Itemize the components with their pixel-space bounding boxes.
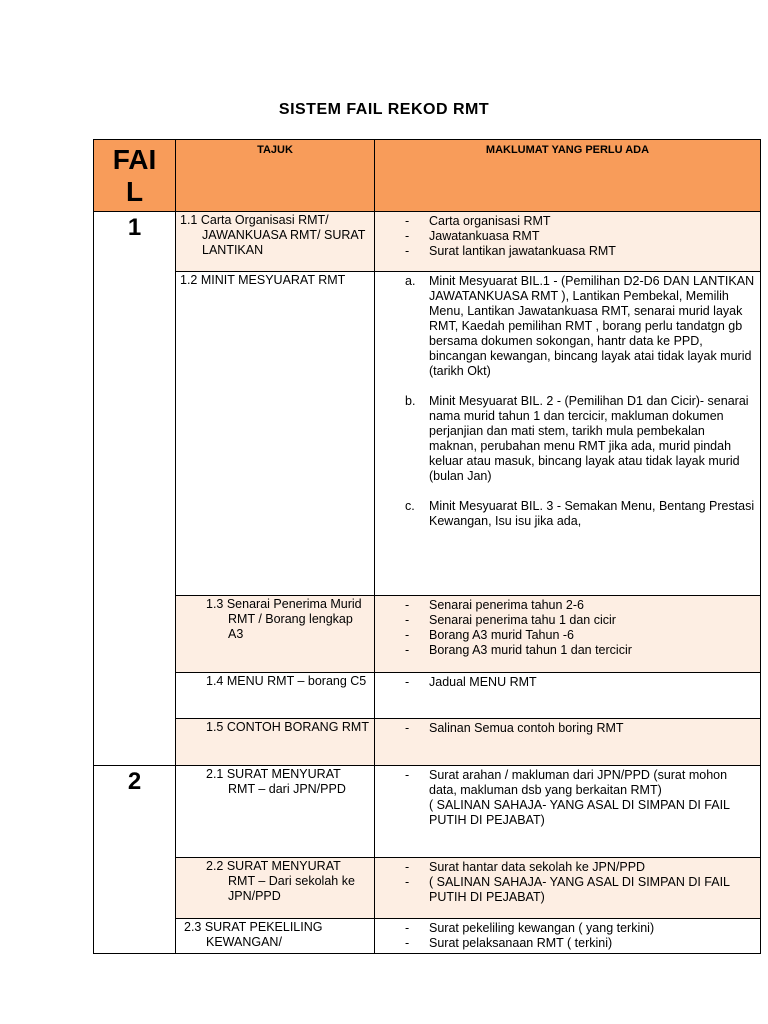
file-record-table [93,139,761,954]
list-label: b. [405,394,416,408]
list-item: - ( SALINAN SAHAJA- YANG ASAL DI SIMPAN DI FAIL PUTIH DI PEJABAT) [379,875,756,905]
list-label: a. [405,274,416,288]
tajuk-text: 2.2 SURAT MENYURAT RMT – Dari sekolah ke JPN/PPD [206,859,355,903]
maklumat-cell [375,673,761,719]
header-fail-line1: FAI [112,144,157,175]
fail-number: 2 [94,766,176,954]
header-tajuk: TAJUK [176,140,375,212]
table-row [94,212,761,272]
maklumat-list [379,598,756,658]
table-row [94,719,761,766]
table-row [94,766,761,858]
list-text: Minit Mesyuarat BIL. 2 - (Pemilihan D1 dan Cicir)- senarai nama murid tahun 1 dan tercicir, makluman dokumen perjanjian dan mati stem, tarikh mula pembekalan maknan, perubahan menu RMT jika ada, murid pindah keluar atau masuk, bincang layak atau tidak layak murid (bulan Jan) [429,394,749,483]
list-item: - Carta organisasi RMT [379,214,756,229]
list-text: Minit Mesyuarat BIL.1 - (Pemilihan D2-D6 DAN LANTIKAN JAWATANKUASA RMT ), Lantikan Pembekal, Memilih Menu, Lantikan Jawatankuasa RMT, senarai murid layak RMT, Kaedah pemilihan RMT , borang perlu tandatgn gb bersama dokumen sokongan, hantr data ke PPD, bincangan kewangan, bincang layak atai tidak layak murid (tarikh Okt) [429,274,755,378]
tajuk-text: 1.4 MENU RMT – borang C5 [206,674,367,688]
page-title: SISTEM FAIL REKOD RMT [278,101,490,118]
maklumat-list [379,721,756,736]
table-row [94,858,761,919]
list-item [379,274,756,379]
maklumat-cell [375,919,761,954]
list-item [379,394,756,484]
tajuk-cell [176,858,375,919]
header-fail-line2: L [125,176,144,207]
list-item [379,499,756,529]
tajuk-cell [176,919,375,954]
tajuk-cell [176,596,375,673]
list-item: - Surat lantikan jawatankuasa RMT [379,244,756,259]
list-item: - Surat hantar data sekolah ke JPN/PPD [379,860,756,875]
table-row [94,673,761,719]
maklumat-list [379,921,756,951]
tajuk-text: 2.1 SURAT MENYURAT RMT – dari JPN/PPD [206,767,346,796]
maklumat-list [379,214,756,259]
table-row [94,596,761,673]
tajuk-text: 1.5 CONTOH BORANG RMT [206,720,369,734]
tajuk-cell [176,719,375,766]
maklumat-cell [375,596,761,673]
list-item: - Senarai penerima tahun 2-6 [379,598,756,613]
table-row [94,272,761,596]
maklumat-cell [375,858,761,919]
maklumat-cell [375,212,761,272]
list-item: - Salinan Semua contoh boring RMT [379,721,756,736]
header-maklumat: MAKLUMAT YANG PERLU ADA [375,140,761,212]
list-item: - Surat pekeliling kewangan ( yang terkini) [379,921,756,936]
maklumat-list [379,675,756,690]
maklumat-cell [375,272,761,596]
list-item: - Senarai penerima tahu 1 dan cicir [379,613,756,628]
fail-number: 1 [94,212,176,766]
tajuk-text: 1.1 Carta Organisasi RMT/ JAWANKUASA RMT/ SURAT LANTIKAN [180,213,366,257]
list-item: - Jadual MENU RMT [379,675,756,690]
list-item: - Jawatankuasa RMT [379,229,756,244]
table-row [94,919,761,954]
list-item: - Surat pelaksanaan RMT ( terkini) [379,936,756,951]
maklumat-cell [375,766,761,858]
maklumat-list [379,768,756,828]
header-fail [94,140,176,212]
tajuk-text: 1.3 Senarai Penerima Murid RMT / Borang lengkap A3 [206,597,362,641]
table-header-row [94,140,761,212]
maklumat-list [379,860,756,905]
tajuk-cell [176,766,375,858]
minit-list [379,274,756,529]
tajuk-cell [176,272,375,596]
list-item: - Surat arahan / makluman dari JPN/PPD (surat mohon data, makluman dsb yang berkaitan RMT) ( SALINAN SAHAJA- YANG ASAL DI SIMPAN DI FAIL PUTIH DI PEJABAT) [379,768,756,828]
tajuk-text: 1.2 MINIT MESYUARAT RMT [180,273,346,287]
tajuk-cell [176,212,375,272]
list-item: - Borang A3 murid Tahun -6 [379,628,756,643]
list-text: Minit Mesyuarat BIL. 3 - Semakan Menu, Bentang Prestasi Kewangan, Isu isu jika ada, [429,499,755,528]
maklumat-cell [375,719,761,766]
list-item: - Borang A3 murid tahun 1 dan tercicir [379,643,756,658]
tajuk-cell [176,673,375,719]
list-label: c. [405,499,415,513]
tajuk-text: 2.3 SURAT PEKELILING KEWANGAN/ [184,920,323,949]
